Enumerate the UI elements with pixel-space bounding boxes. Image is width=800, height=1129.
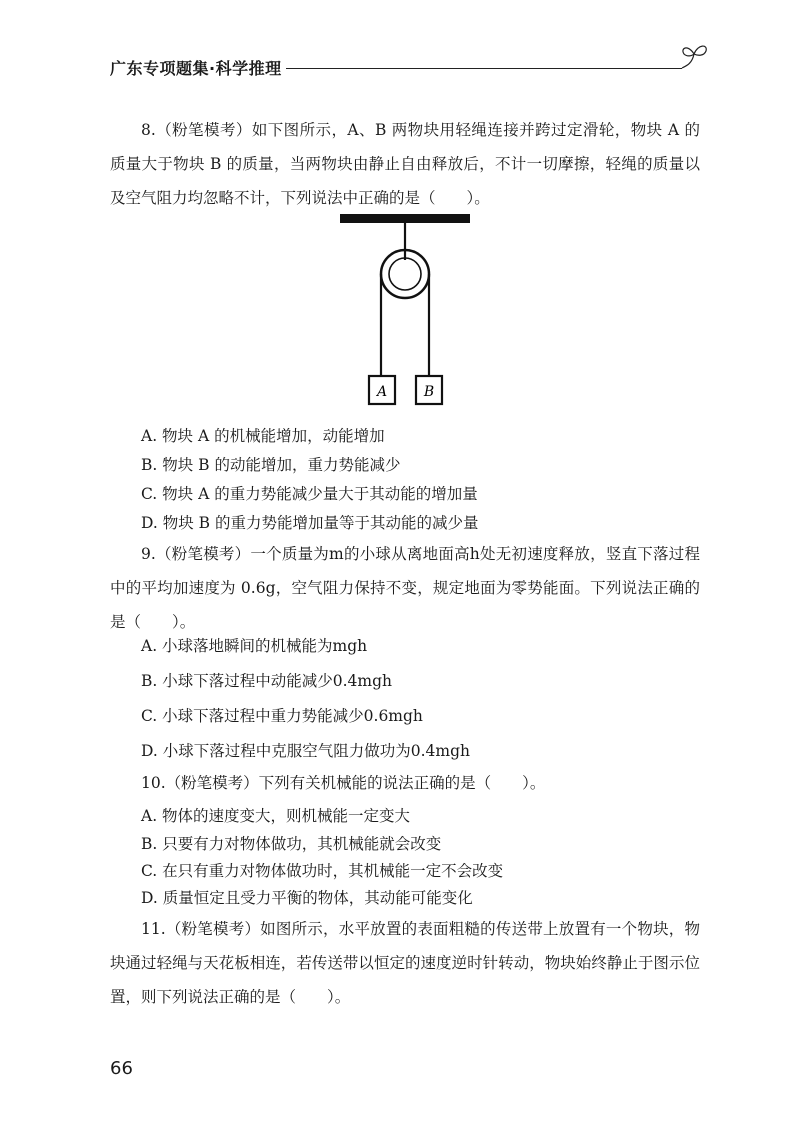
block-a-label: A [376,384,388,400]
pulley-diagram [330,208,480,418]
question-8-option-b: B. 物块 B 的动能增加，重力势能减少 [141,456,401,474]
question-9-option-d: D. 小球下落过程中克服空气阻力做功为0.4mgh [141,742,470,760]
running-header-title: 广东专项题集·科学推理 [110,59,282,78]
question-10-option-b: B. 只要有力对物体做功，其机械能就会改变 [141,835,442,853]
question-9-option-b: B. 小球下落过程中动能减少0.4mgh [141,672,392,690]
question-11-stem: 11.（粉笔模考）如图所示，水平放置的表面粗糙的传送带上放置有一个物块，物块通过轻绳与天花板相连，若传送带以恒定的速度逆时针转动，物块始终静止于图示位置，则下列说法正确的是（ ）。 [110,920,700,1006]
pulley-wheel-inner [389,258,421,290]
question-9-option-c: C. 小球下落过程中重力势能减少0.6mgh [141,707,423,725]
page-number: 66 [110,1058,133,1079]
question-10-option-c: C. 在只有重力对物体做功时，其机械能一定不会改变 [141,862,504,880]
ceiling-beam [340,214,470,223]
header-rule [286,68,682,69]
question-9-option-a: A. 小球落地瞬间的机械能为mgh [141,637,368,655]
question-8-stem: 8.（粉笔模考）如下图所示，A、B 两物块用轻绳连接并跨过定滑轮，物块 A 的质量大于物块 B 的质量，当两物块由静止自由释放后，不计一切摩擦，轻绳的质量以及空气阻力均忽略不计，下列说法中正确的是（ ）。 [110,121,700,207]
sprout-icon [676,40,712,72]
question-8-option-c: C. 物块 A 的重力势能减少量大于其动能的增加量 [141,485,478,503]
block-b-label: B [423,384,435,400]
question-8-option-a: A. 物块 A 的机械能增加，动能增加 [141,427,385,445]
question-9-stem: 9.（粉笔模考）一个质量为m的小球从离地面高h处无初速度释放，竖直下落过程中的平均加速度为 0.6g，空气阻力保持不变，规定地面为零势能面。下列说法正确的是（ ）。 [110,545,700,631]
question-10-option-a: A. 物体的速度变大，则机械能一定变大 [141,807,411,825]
question-10-option-d: D. 质量恒定且受力平衡的物体，其动能可能变化 [141,889,473,907]
question-10-stem: 10.（粉笔模考）下列有关机械能的说法正确的是（ ）。 [141,774,546,792]
question-8-option-d: D. 物块 B 的重力势能增加量等于其动能的减少量 [141,514,479,532]
